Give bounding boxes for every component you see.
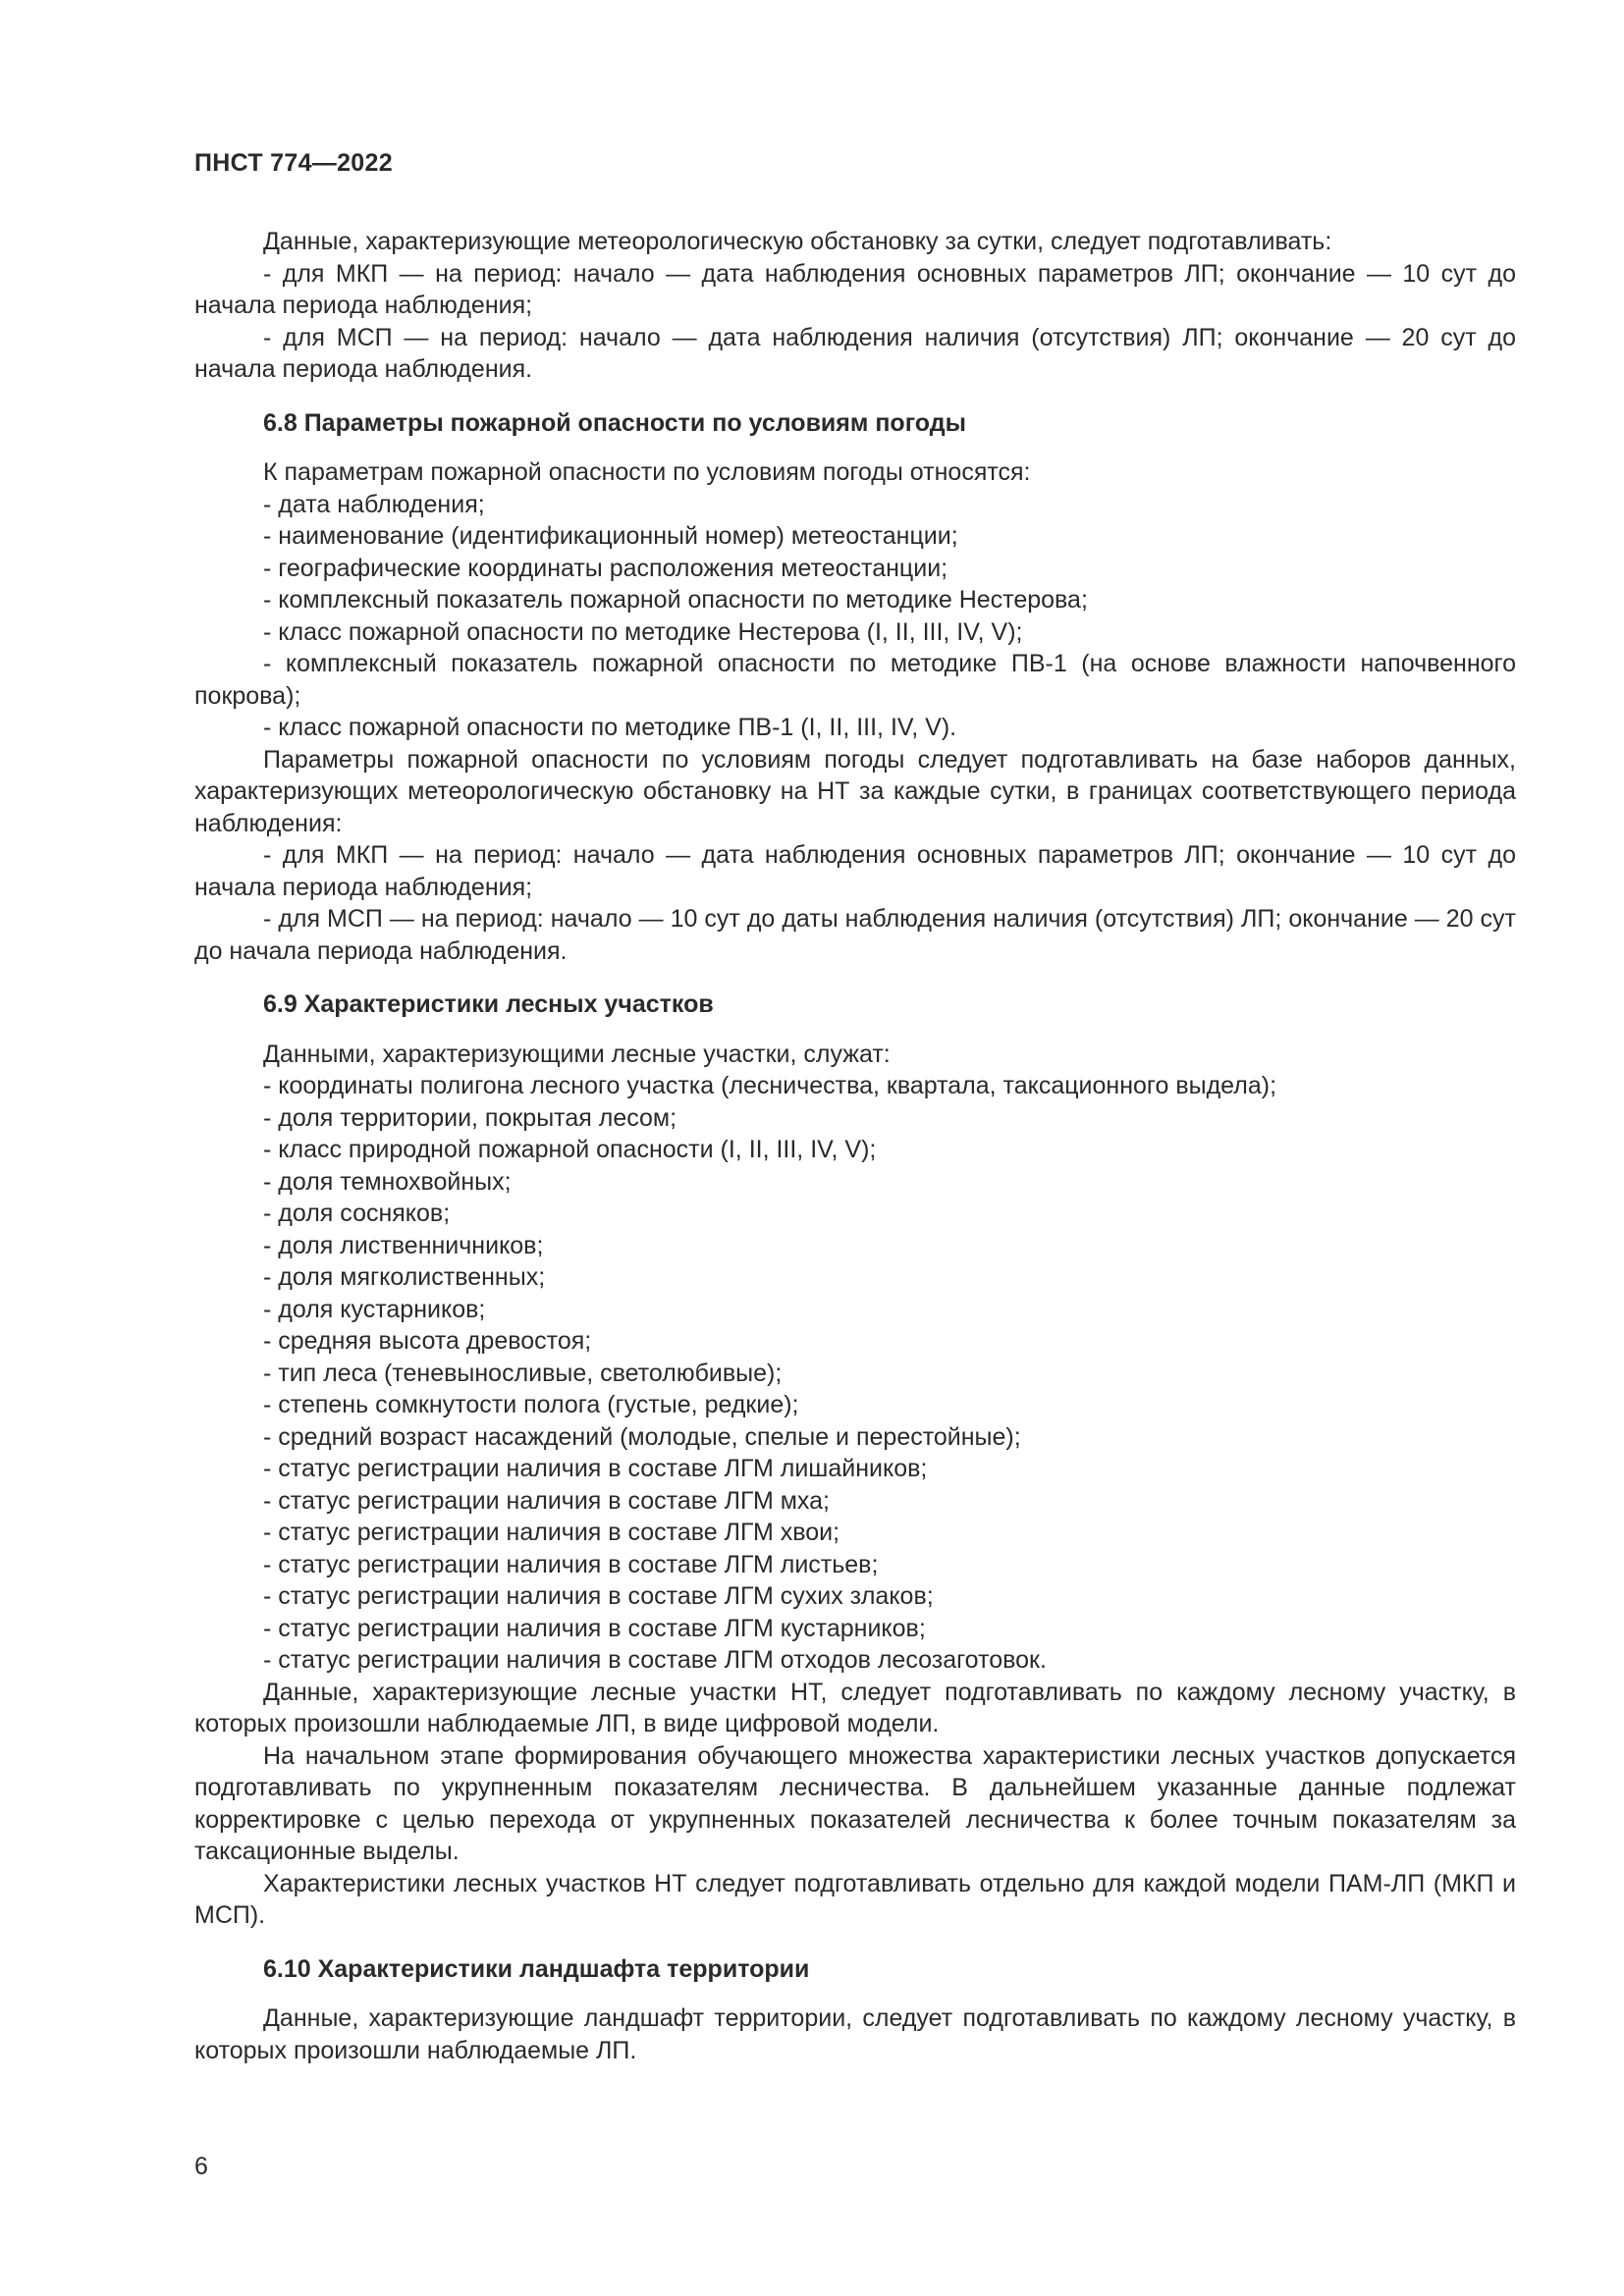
intro-block: [194, 226, 1516, 386]
body-text: [194, 226, 1516, 2066]
list-item: - класс пожарной опасности по методике Нестерова (I, II, III, IV, V);: [263, 617, 1023, 646]
paragraph: К параметрам пожарной опасности по условиям погоды относятся:: [263, 458, 1031, 486]
section-title: 6.9 Характеристики лесных участков: [263, 990, 714, 1018]
list-item: - координаты полигона лесного участка (лесничества, квартала, таксационного выдела);: [263, 1072, 1277, 1099]
list-item: - статус регистрации наличия в составе ЛГМ листьев;: [263, 1550, 879, 1578]
list-item: - наименование (идентификационный номер) метеостанции;: [263, 522, 958, 550]
section-6-8: [194, 407, 1516, 968]
list-item: - статус регистрации наличия в составе ЛГМ хвои;: [263, 1519, 840, 1546]
document-header: ПНСТ 774—2022: [194, 149, 393, 177]
list-item: - статус регистрации наличия в составе ЛГМ отходов лесозаготовок.: [263, 1646, 1047, 1674]
paragraph: Характеристики лесных участков НТ следует подготавливать отдельно для каждой модели ПАМ-ЛП (МКП и МСП).: [194, 1869, 1516, 1929]
paragraph: Данные, характеризующие ландшафт территории, следует подготавливать по каждому лесному участку, в которых произошли наблюдаемые ЛП.: [194, 2004, 1516, 2064]
list-item: - доля территории, покрытая лесом;: [263, 1103, 677, 1132]
list-item: - доля мягколиственных;: [263, 1263, 546, 1291]
list-item: - дата наблюдения;: [263, 490, 485, 518]
paragraph: Данные, характеризующие метеорологическую обстановку за сутки, следует подготавливать:: [263, 228, 1332, 255]
list-item: - класс пожарной опасности по методике ПВ-1 (I, II, III, IV, V).: [263, 714, 957, 741]
list-item: - статус регистрации наличия в составе ЛГМ мха;: [263, 1486, 831, 1515]
section-6-10: [194, 1953, 1516, 2067]
section-title: 6.8 Параметры пожарной опасности по условиям погоды: [263, 408, 966, 437]
list-item: - для МСП — на период: начало — дата наблюдения наличия (отсутствия) ЛП; окончание — 20 сут до начала периода наблюдения.: [194, 323, 1516, 383]
page-number: 6: [194, 2153, 208, 2180]
section-6-9: [194, 988, 1516, 1932]
list-item: - доля лиственничников;: [263, 1231, 544, 1259]
list-item: - комплексный показатель пожарной опасности по методике ПВ-1 (на основе влажности напочвенного покрова);: [194, 650, 1516, 710]
list-item: - средняя высота древостоя;: [263, 1327, 592, 1355]
list-item: - доля темнохвойных;: [263, 1167, 512, 1196]
list-item: - тип леса (теневыносливые, светолюбивые);: [263, 1359, 783, 1387]
list-item: - статус регистрации наличия в составе ЛГМ сухих злаков;: [263, 1582, 934, 1610]
list-item: - степень сомкнутости полога (густые, редкие);: [263, 1391, 799, 1418]
list-item: - статус регистрации наличия в составе ЛГМ лишайников;: [263, 1455, 928, 1482]
list-item: - для МКП — на период: начало — дата наблюдения основных параметров ЛП; окончание — 10 сут до начала периода наблюдения;: [194, 259, 1516, 319]
paragraph: Данные, характеризующие лесные участки НТ, следует подготавливать по каждому лесному участку, в которых произошли наблюдаемые ЛП, в виде цифровой модели.: [194, 1678, 1516, 1737]
section-title: 6.10 Характеристики ландшафта территории: [263, 1954, 810, 1983]
paragraph: Данными, характеризующими лесные участки, служат:: [263, 1040, 891, 1068]
list-item: - комплексный показатель пожарной опасности по методике Нестерова;: [263, 586, 1088, 614]
list-item: - для МСП — на период: начало — 10 сут до даты наблюдения наличия (отсутствия) ЛП; окончание — 20 сут до начала периода наблюдения.: [194, 905, 1516, 965]
list-item: - доля сосняков;: [263, 1200, 451, 1227]
paragraph: На начальном этапе формирования обучающего множества характеристики лесных участков допускается подготавливать по укрупненным показателям лесничества. В дальнейшем указанные данные подлежат корректировке с целью перехода от укрупненных показателей лесничества к более точным показателям за таксационные выделы.: [194, 1741, 1516, 1865]
paragraph: Параметры пожарной опасности по условиям погоды следует подготавливать на базе наборов данных, характеризующих метеорологическую обстановку на НТ за каждые сутки, в границах соответствующего периода наблюдения:: [194, 745, 1516, 837]
list-item: - доля кустарников;: [263, 1295, 486, 1323]
list-item: - статус регистрации наличия в составе ЛГМ кустарников;: [263, 1614, 926, 1642]
list-item: - географические координаты расположения метеостанции;: [263, 554, 948, 582]
list-item: - класс природной пожарной опасности (I, II, III, IV, V);: [263, 1136, 877, 1163]
list-item: - средний возраст насаждений (молодые, спелые и перестойные);: [263, 1422, 1021, 1451]
list-item: - для МКП — на период: начало — дата наблюдения основных параметров ЛП; окончание — 10 сут до начала периода наблюдения;: [194, 841, 1516, 901]
